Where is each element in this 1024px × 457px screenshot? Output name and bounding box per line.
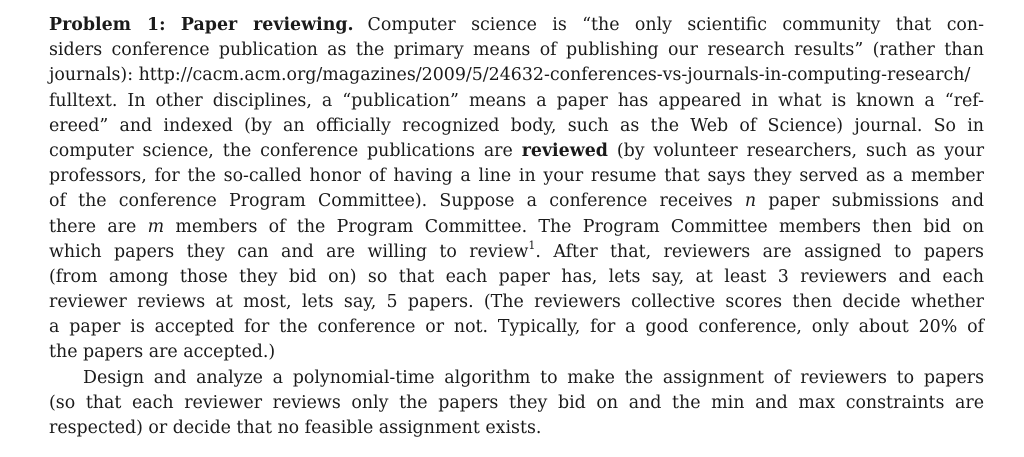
url-link[interactable]: http://cacm.acm.org/magazines/2009/5/24632-conferences-vs-journals-in-computing-research/ bbox=[138, 65, 971, 86]
text-line: (from among those they bid on) so that each paper has, lets say, at least 3 reviewers and each bbox=[49, 266, 984, 287]
text-line bbox=[49, 63, 984, 88]
text-line: Design and analyze a polynomial-time algorithm to make the assignment of reviewers to papers bbox=[83, 367, 984, 388]
text-segment: of the conference Program Committee). Suppose a conference receives bbox=[49, 191, 745, 212]
problem-title: Paper reviewing. bbox=[180, 15, 354, 35]
text-line bbox=[49, 240, 984, 265]
text-line bbox=[49, 189, 984, 214]
footnote-marker[interactable]: 1 bbox=[528, 238, 536, 252]
text-segment: journals): bbox=[49, 65, 139, 86]
text-line: reviewer reviews at most, lets say, 5 papers. (The reviewers collective scores then decide whether bbox=[49, 292, 984, 313]
emphasis-reviewed: reviewed bbox=[521, 140, 608, 161]
text-segment: there are bbox=[49, 216, 148, 237]
text-segment: . After that, reviewers are assigned to papers bbox=[535, 241, 984, 262]
text-line: professors, for the so-called honor of having a line in your resume that says they served as a member bbox=[49, 166, 984, 187]
url-link-continued[interactable]: fulltext bbox=[49, 90, 112, 111]
text-segment: (by volunteer researchers, such as your bbox=[607, 140, 985, 161]
text-segment: computer science, the conference publications are bbox=[49, 140, 522, 161]
text-segment: Computer science is “the only scientific community that con- bbox=[367, 15, 984, 35]
problem-label: Problem 1: bbox=[49, 15, 166, 35]
text-segment: which papers they can and are willing to review bbox=[49, 241, 529, 262]
text-line bbox=[49, 89, 984, 114]
text-line: (so that each reviewer reviews only the papers they bid on and the min and max constraints are bbox=[49, 392, 984, 413]
text-segment: paper submissions and bbox=[756, 191, 984, 212]
text-line bbox=[49, 139, 984, 164]
text-line: the papers are accepted.) bbox=[49, 342, 276, 363]
text-line bbox=[49, 215, 984, 240]
text-line: a paper is accepted for the conference or not. Typically, for a good conference, only about 20% of bbox=[49, 317, 984, 338]
text-segment: . In other disciplines, a “publication” means a paper has appeared in what is known a “ref- bbox=[111, 90, 984, 111]
text-line bbox=[49, 13, 984, 38]
text-segment: members of the Program Committee. The Program Committee members then bid on bbox=[164, 216, 984, 237]
text-line: siders conference publication as the primary means of publishing our research results” (rather than bbox=[49, 40, 984, 61]
math-var-m: m bbox=[147, 216, 165, 237]
math-var-n: n bbox=[744, 191, 757, 212]
problem-statement bbox=[49, 13, 984, 441]
text-line: ereed” and indexed (by an officially recognized body, such as the Web of Science) journal. So in bbox=[49, 115, 984, 136]
text-line: respected) or decide that no feasible assignment exists. bbox=[49, 418, 542, 438]
